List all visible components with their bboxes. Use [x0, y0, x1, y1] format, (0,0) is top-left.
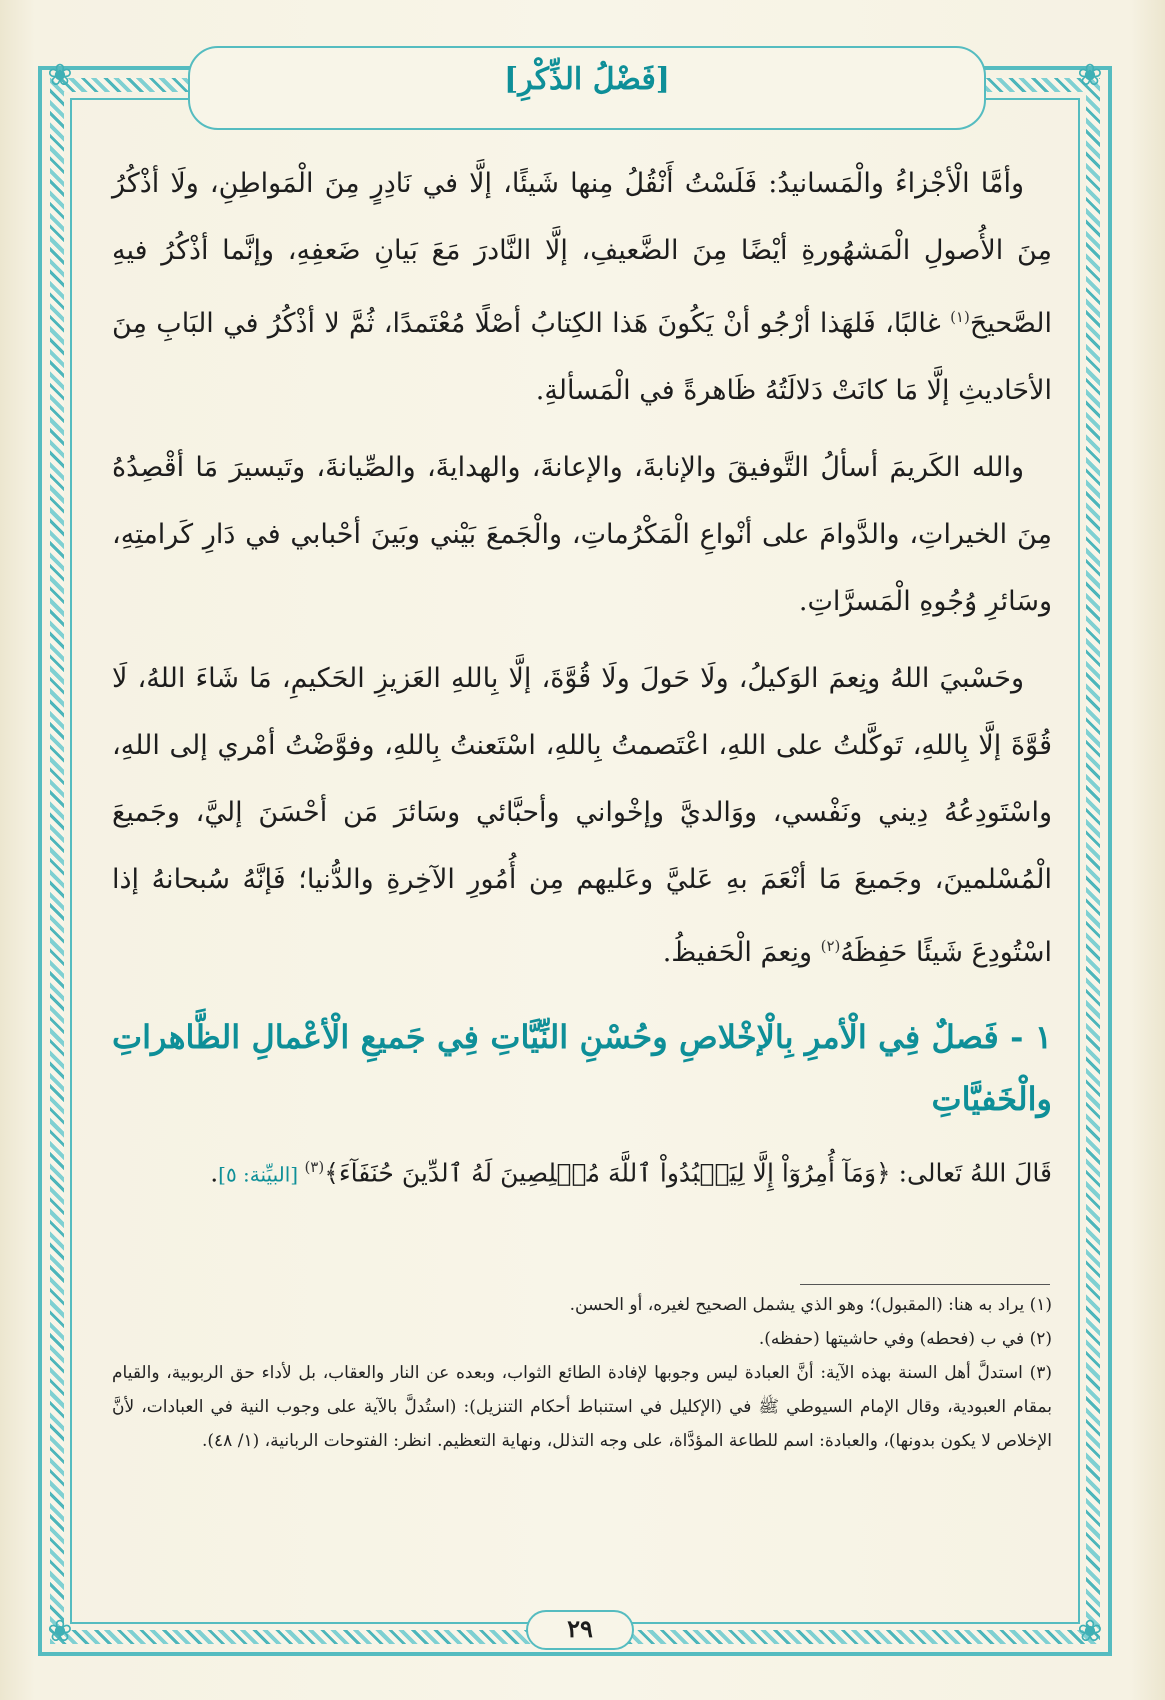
footnote-mark: (٣)	[304, 1158, 325, 1176]
quran-reference: [البيِّنة: ٥]	[218, 1162, 305, 1187]
quran-intro: قَالَ اللهُ تَعالى:	[890, 1158, 1052, 1188]
quran-end: .	[210, 1158, 219, 1188]
page-header-title: [فَضْلُ الذِّكْرِ]	[504, 62, 670, 97]
quran-citation	[112, 1138, 1052, 1203]
paragraph-text-continued: غالبًا، فَلهَذا أرْجُو أنْ يَكُونَ هَذا الكِتابُ أصْلًا مُعْتَمدًا، ثُمَّ لا أذْكُرُ في البَابِ مِنَ الأحَاديثِ إلَّا مَا كانَتْ دَلالَتُهُ ظَاهرةً في الْمَسألةِ.	[112, 308, 1052, 406]
footnote-mark: (١)	[950, 308, 970, 326]
ornament-bottom-right-icon: ❀	[1077, 1614, 1103, 1649]
footnote-item: (٣) استدلَّ أهل السنة بهذه الآية: أنَّ العبادة ليس وجوبها لإفادة الطائع الثواب، وبعده عن النار والعقاب، بل لأداء حق الربوبية، والقيام بمقام العبودية، وقال الإمام السيوطي ﷺ في (الإكليل في استنباط أحكام التنزيل): (استُدلَّ بالآية على وجوب النية في العبادات، لأنَّ الإخلاص لا يكون بدونها)، والعبادة: اسم للطاعة المؤدَّاة، على وجه التذلل، ونهاية التعظيم. انظر: الفتوحات الربانية، (١/ ٤٨).	[112, 1363, 1052, 1451]
paragraph-text-continued: ونِعمَ الْحَفيظُ.	[662, 937, 821, 968]
paragraph: والله الكَريمَ أسألُ التَّوفيقَ والإنابةَ، والإعانةَ، والهدايةَ، والصِّيانةَ، وتَيسيرَ مَا أقْصِدُهُ مِنَ الخيراتِ، والدَّوامَ على أنْواعِ الْمَكْرُماتِ، والْجَمعَ بَيْني وبَينَ أحْبابي في دَارِ كَرامتِهِ، وسَائرِ وُجُوهِ الْمَسرَّاتِ.	[112, 452, 1052, 617]
paragraph-text: وأمَّا الْأجْزاءُ والْمَسانيدُ: فَلَسْتُ أَنْقُلُ مِنها شَيئًا، إلَّا في نَادِرٍ مِنَ الْمَواطِنِ، ولَا أذْكُرُ مِنَ الأُصولِ الْمَشهُورةِ أيْضًا مِنَ الضَّعيفِ، إلَّا النَّادرَ مَعَ بَيانِ ضَعفِهِ، وإنَّما أذْكُرُ فيهِ الصَّحيحَ	[112, 168, 1052, 339]
footnote-item: (١) يراد به هنا: (المقبول)؛ وهو الذي يشمل الصحيح لغيره، أو الحسن.	[569, 1295, 1052, 1315]
footnote-divider	[800, 1284, 1050, 1285]
paragraph	[112, 645, 1052, 986]
quran-verse: ﴿وَمَآ أُمِرُوٓاْ إِلَّا لِيَعۡبُدُواْ ٱللَّهَ مُخۡلِصِينَ لَهُ ٱلدِّينَ حُنَفَآءَ﴾	[324, 1158, 891, 1188]
page-number: ٢٩	[567, 1614, 593, 1643]
main-text	[112, 150, 1052, 1203]
ornament-bottom-left-icon: ❀	[47, 1614, 73, 1649]
chapter-heading: ١ - فَصلٌ فِي الْأمرِ بِالْإخْلاصِ وحُسْنِ النِّيَّاتِ فِي جَميعِ الْأعْمالِ الظَّاهراتِ والْخَفيَّاتِ	[112, 1018, 1053, 1118]
footnote-item: (٢) في ب (فحطه) وفي حاشيتها (حفظه).	[758, 1329, 1052, 1349]
footnotes	[112, 1288, 1052, 1458]
ornament-top-right-icon: ❀	[1077, 58, 1103, 93]
paragraph-text: وحَسْبيَ اللهُ ونِعمَ الوَكيلُ، ولَا حَولَ ولَا قُوَّةَ، إلَّا بِاللهِ العَزيزِ الحَكيمِ، مَا شَاءَ اللهُ، لَا قُوَّةَ إلَّا بِاللهِ، تَوكَّلتُ على اللهِ، اعْتَصمتُ بِاللهِ، اسْتَعنتُ بِاللهِ، وفوَّضْتُ أمْري إلى اللهِ، واسْتَودِعُهُ دِيني ونَفْسي، ووَالديَّ وإخْواني وأحبَّائي وسَائرَ مَن أحْسَنَ إليَّ، وجَميعَ الْمُسْلمينَ، وجَميعَ مَا أنْعَمَ بهِ عَليَّ وعَليهم مِن أُمُورِ الآخِرةِ والدُّنيا؛ فَإنَّهُ سُبحانهُ إذا اسْتُودِعَ شَيئًا حَفِظَهُ	[112, 663, 1052, 968]
footnote-mark: (٢)	[820, 937, 841, 955]
paragraph	[112, 150, 1052, 424]
ornament-top-left-icon: ❀	[47, 58, 73, 93]
